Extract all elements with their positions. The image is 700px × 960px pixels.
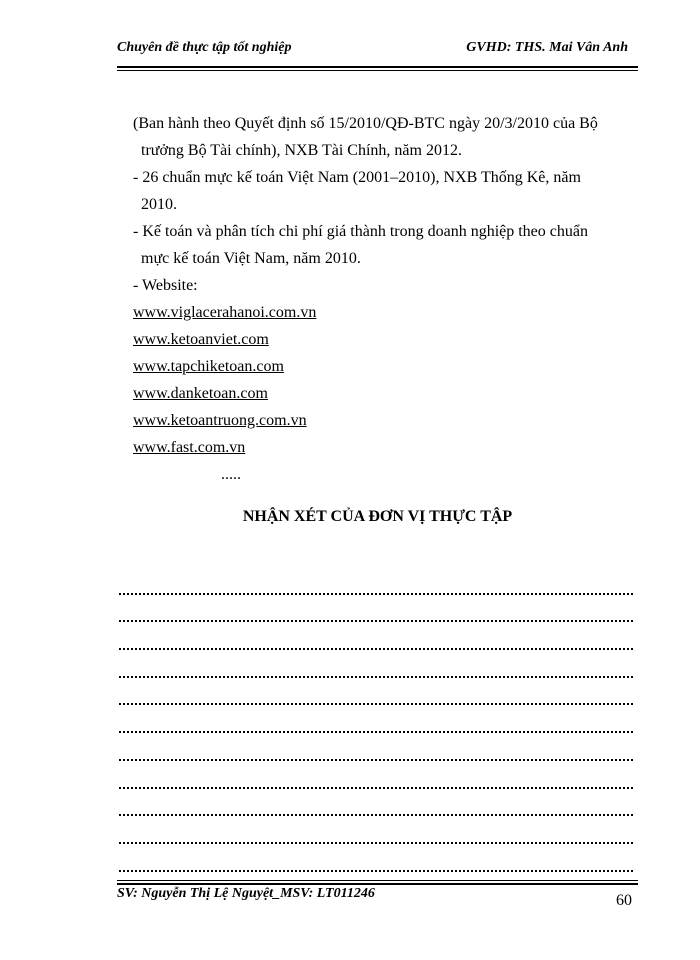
references-block bbox=[133, 110, 633, 488]
reference-item-1-cont-line1: (Ban hành theo Quyết định số 15/2010/QĐ-BTC ngày 20/3/2010 của Bộ bbox=[133, 115, 598, 132]
comment-line[interactable] bbox=[119, 789, 633, 817]
header-advisor: GVHD: THS. Mai Vân Anh bbox=[466, 40, 628, 55]
comment-line[interactable] bbox=[119, 761, 633, 789]
trailing-dots: ..... bbox=[221, 466, 241, 483]
reference-item-3-line1: - Kế toán và phân tích chi phí giá thành trong doanh nghiệp theo chuẩn bbox=[133, 223, 588, 240]
website-link-viglacera[interactable]: www.viglacerahanoi.com.vn bbox=[133, 304, 317, 321]
comment-line[interactable] bbox=[119, 650, 633, 678]
page-number: 60 bbox=[616, 892, 632, 909]
comment-line[interactable] bbox=[119, 595, 633, 623]
reference-item-2-line1: - 26 chuẩn mực kế toán Việt Nam (2001–2010), NXB Thống Kê, năm bbox=[133, 169, 581, 186]
comment-line[interactable] bbox=[119, 622, 633, 650]
comment-line[interactable] bbox=[119, 733, 633, 761]
comment-lines bbox=[119, 567, 633, 872]
comment-line[interactable] bbox=[119, 816, 633, 844]
website-link-ketoanviet[interactable]: www.ketoanviet.com bbox=[133, 331, 269, 348]
comment-line[interactable] bbox=[119, 705, 633, 733]
reference-item-1-cont-line2: trưởng Bộ Tài chính), NXB Tài Chính, năm 2012. bbox=[141, 142, 462, 159]
footer-rule bbox=[117, 880, 638, 885]
website-link-ketoantruong[interactable]: www.ketoantruong.com.vn bbox=[133, 412, 307, 429]
section-title: NHẬN XÉT CỦA ĐƠN VỊ THỰC TẬP bbox=[242, 508, 513, 525]
page-header bbox=[117, 40, 628, 62]
website-link-fast[interactable]: www.fast.com.vn bbox=[133, 439, 246, 456]
comment-line[interactable] bbox=[119, 567, 633, 595]
footer-student: SV: Nguyễn Thị Lệ Nguyệt_MSV: LT011246 bbox=[117, 886, 375, 901]
comment-line[interactable] bbox=[119, 844, 633, 872]
website-link-danketoan[interactable]: www.danketoan.com bbox=[133, 385, 268, 402]
website-label: - Website: bbox=[133, 277, 198, 294]
comment-line[interactable] bbox=[119, 678, 633, 706]
reference-item-3-line2: mực kế toán Việt Nam, năm 2010. bbox=[141, 250, 361, 267]
header-title: Chuyên đề thực tập tốt nghiệp bbox=[117, 40, 292, 55]
reference-item-2-line2: 2010. bbox=[141, 196, 177, 213]
website-link-tapchiketoan[interactable]: www.tapchiketoan.com bbox=[133, 358, 284, 375]
header-rule bbox=[117, 66, 638, 71]
